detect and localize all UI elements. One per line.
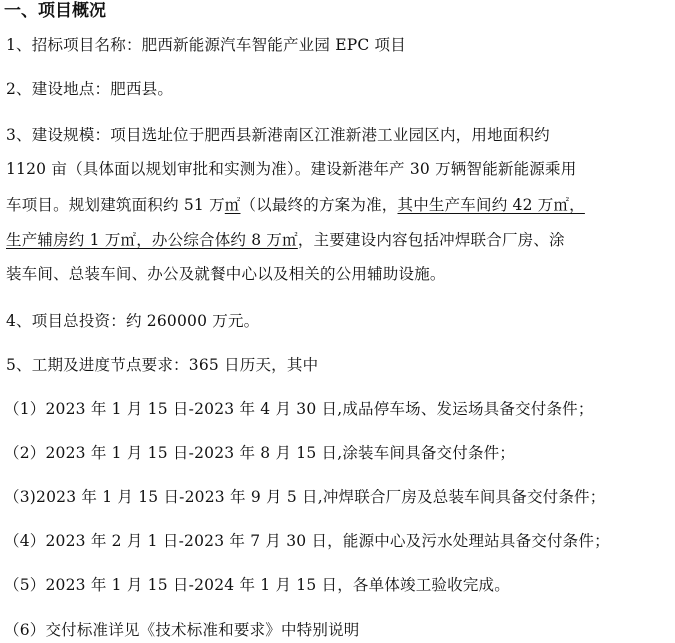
location-line: 2、建设地点：肥西县。 [6, 80, 174, 98]
scale-line-2: 1120 亩（具体面以规划审批和实测为准）。建设新港年产 30 万辆智能新能源乘用 [6, 160, 577, 178]
scale-line-3-underlined: 其中生产车间约 42 万㎡， [397, 196, 585, 214]
milestone-item: （1）2023 年 1 月 15 日-2023 年 4 月 30 日,成品停车场、发运场具备交付条件； [4, 400, 594, 418]
milestone-item: （3)2023 年 1 月 15 日-2023 年 9 月 5 日,冲焊联合厂房及总装车间具备交付条件； [4, 488, 606, 506]
milestone-item: （4）2023 年 2 月 1 日-2023 年 7 月 30 日，能源中心及污水处理站具备交付条件； [4, 532, 610, 550]
milestone-item: （5）2023 年 1 月 15 日-2024 年 1 月 15 日，各单体竣工验收完成。 [4, 576, 510, 594]
scale-line-3-part-a: 车项目。规划建筑面积约 51 万 [6, 196, 225, 214]
project-name-line: 1、招标项目名称：肥西新能源汽车智能产业园 EPC 项目 [6, 36, 406, 54]
scale-line-5: 装车间、总装车间、办公及就餐中心以及相关的公用辅助设施。 [6, 265, 446, 283]
section-heading: 一、项目概况 [4, 1, 106, 21]
scale-line-4-part-b: ，主要建设内容包括冲焊联合厂房、涂 [297, 231, 565, 249]
scale-line-3-part-c: （以最终的方案为准， [240, 196, 398, 214]
scale-line-3 [6, 194, 585, 216]
scale-line-1: 3、建设规模：项目选址位于肥西县新港南区江淮新港工业园区内，用地面积约 [6, 126, 550, 144]
scale-line-4-underlined: 生产辅房约 1 万㎡，办公综合体约 8 万㎡ [6, 231, 298, 249]
scale-line-4 [6, 229, 565, 251]
milestone-item: （2）2023 年 1 月 15 日-2023 年 8 月 15 日,涂装车间具备交付条件； [4, 444, 516, 462]
milestone-item: （6）交付标准详见《技术标准和要求》中特别说明 [4, 621, 360, 639]
scale-line-3-unit: ㎡ [224, 196, 241, 214]
investment-line: 4、项目总投资：约 260000 万元。 [6, 312, 260, 330]
schedule-line: 5、工期及进度节点要求：365 日历天，其中 [6, 356, 319, 374]
